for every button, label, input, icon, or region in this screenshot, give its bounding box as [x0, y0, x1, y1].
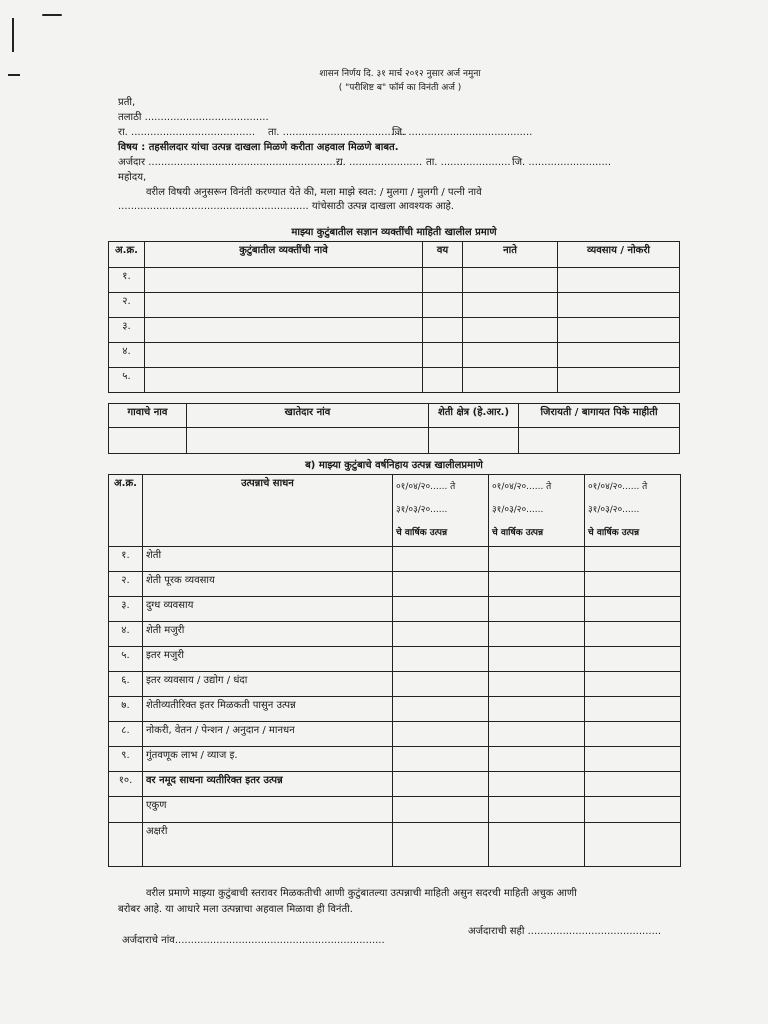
income-source: अक्षरी [143, 823, 393, 867]
ji-field: जि. ....................................... [392, 127, 533, 138]
table-row-in-words [109, 823, 681, 867]
col-crop-info: जिरायती / बागायत पिके माहीती [519, 404, 680, 428]
family-section-title: माझ्या कुटुंबातील सज्ञान व्यक्तींची माहिती खालील प्रमाणे [291, 227, 497, 238]
ra-field: रा. ....................................... [118, 127, 256, 138]
year-to: ३१/०३/२०...... [492, 505, 544, 515]
year-label: चे वार्षिक उत्पन्न [396, 528, 448, 538]
family-table-header [109, 242, 680, 268]
income-section-title: ब) माझ्या कुटुंबाचे वर्षनिहाय उत्पन्न खालीलप्रमाणे [305, 460, 483, 471]
table-row [109, 697, 681, 722]
row-number: ९. [109, 747, 143, 772]
col-account-holder: खातेदार नांव [187, 404, 429, 428]
ta-field: ता. ....................................... [268, 127, 407, 138]
income-source: शेती पूरक व्यवसाय [143, 572, 393, 597]
table-row [109, 343, 680, 368]
table-row [109, 772, 681, 797]
row-number: ५. [109, 647, 143, 672]
table-row [109, 547, 681, 572]
table-row [109, 647, 681, 672]
table-row [109, 597, 681, 622]
year-label: चे वार्षिक उत्पन्न [492, 528, 544, 538]
col-occupation: व्यवसाय / नोकरी [558, 242, 680, 268]
talathi-field: तलाठी ....................................... [118, 112, 269, 123]
col-village-name: गावाचे नाव [109, 404, 187, 428]
row-number: ४. [109, 622, 143, 647]
year-label: चे वार्षिक उत्पन्न [588, 528, 640, 538]
col-income-source: उत्पन्नाचे साधन [143, 475, 393, 547]
salutation: महोदय, [118, 172, 147, 183]
form-header-line1: शासन निर्णय दि. ३१ मार्च २०१२ नुसार अर्ज नमुना [319, 69, 481, 79]
row-number: ३. [109, 318, 145, 343]
subject-line: विषय : तहसीलदार यांचा उत्पन्न दाखला मिळणे करीता अहवाल मिळणे बाबत. [118, 142, 399, 153]
row-number: ४. [109, 343, 145, 368]
year-to: ३१/०३/२०...... [396, 505, 448, 515]
table-row [109, 268, 680, 293]
declaration-line2: बरोबर आहे. या आधारे मला उत्पन्नाचा अहवाल मिळावा ही विनंती. [118, 904, 353, 915]
scan-mark-top [42, 14, 62, 16]
year-column [585, 475, 681, 547]
table-row-total [109, 797, 681, 823]
prati-label: प्रती, [118, 97, 136, 108]
table-row [109, 622, 681, 647]
scan-mark-dash [8, 74, 20, 76]
income-source: वर नमूद साधना व्यतीरिक्त इतर उत्पन्न [143, 772, 393, 797]
table-row [109, 672, 681, 697]
family-table [108, 241, 680, 393]
col-member-name: कुटुंबातील व्यक्तींची नावे [145, 242, 423, 268]
applicant-ta-field: ता. ...................... [426, 157, 511, 168]
year-column [489, 475, 585, 547]
income-source: शेतीव्यतीरिक्त इतर मिळकती पासुन उत्पन्न [143, 697, 393, 722]
income-source: नोकरी, वेतन / पेन्शन / अनुदान / मानधन [143, 722, 393, 747]
year-from: ०१/०४/२०...... ते [492, 482, 552, 492]
year-to: ३१/०३/२०...... [588, 505, 640, 515]
declaration-line1: वरील प्रमाणे माझ्या कुटुंबाची स्तरावर मिळकतीची आणी कुटुंबातल्या उत्पन्नाची माहिती असुन सदरची माहिती अचुक आणी [146, 888, 577, 899]
year-from: ०१/०४/२०...... ते [588, 482, 648, 492]
row-number: २. [109, 572, 143, 597]
row-number: २. [109, 293, 145, 318]
income-source: गुंतवणूक लाभ / व्याज इ. [143, 747, 393, 772]
row-number: ८. [109, 722, 143, 747]
land-table-header [109, 404, 680, 428]
table-row [109, 747, 681, 772]
row-number [109, 797, 143, 823]
applicant-field: अर्जदार ............................................................. [118, 157, 343, 168]
col-land-area: शेती क्षेत्र (हे.आर.) [429, 404, 519, 428]
table-row [109, 722, 681, 747]
income-table-header [109, 475, 681, 547]
income-source: इतर व्यवसाय / उद्योग / धंदा [143, 672, 393, 697]
income-source: दुग्ध व्यवसाय [143, 597, 393, 622]
table-row [109, 318, 680, 343]
col-age: वय [423, 242, 463, 268]
scan-mark-left [12, 18, 14, 52]
applicant-ra-field: रा. ....................... [336, 157, 423, 168]
row-number: १. [109, 268, 145, 293]
row-number: ३. [109, 597, 143, 622]
col-relation: नाते [463, 242, 558, 268]
land-table [108, 403, 680, 454]
request-line2: ............................................................ यांचेसाठी उत्पन्न दाखला आवश्यक आहे. [118, 201, 455, 212]
income-source: एकुण [143, 797, 393, 823]
row-number [109, 823, 143, 867]
income-table [108, 474, 681, 867]
row-number: ७. [109, 697, 143, 722]
row-number: ५. [109, 368, 145, 393]
year-from: ०१/०४/२०...... ते [396, 482, 456, 492]
table-row [109, 428, 680, 454]
row-number: १. [109, 547, 143, 572]
income-source: इतर मजुरी [143, 647, 393, 672]
form-header-line2: ( "परीशिष्ट ब" फॉर्म का विनंती अर्ज ) [338, 83, 462, 93]
row-number: ६. [109, 672, 143, 697]
income-source: शेती [143, 547, 393, 572]
applicant-signature: अर्जदाराची सही .......................................... [468, 926, 662, 937]
row-number: १०. [109, 772, 143, 797]
col-serial: अ.क्र. [109, 475, 143, 547]
table-row [109, 368, 680, 393]
year-column [393, 475, 489, 547]
applicant-name: अर्जदाराचे नांव.................................................................. [122, 935, 385, 946]
income-source: शेती मजुरी [143, 622, 393, 647]
request-line1: वरील विषयी अनुसरून विनंती करण्यात येते की, मला माझे स्वत: / मुलगा / मुलगी / पत्नी नावे [146, 187, 482, 198]
applicant-ji-field: जि. .......................... [512, 157, 612, 168]
table-row [109, 572, 681, 597]
col-serial: अ.क्र. [109, 242, 145, 268]
table-row [109, 293, 680, 318]
